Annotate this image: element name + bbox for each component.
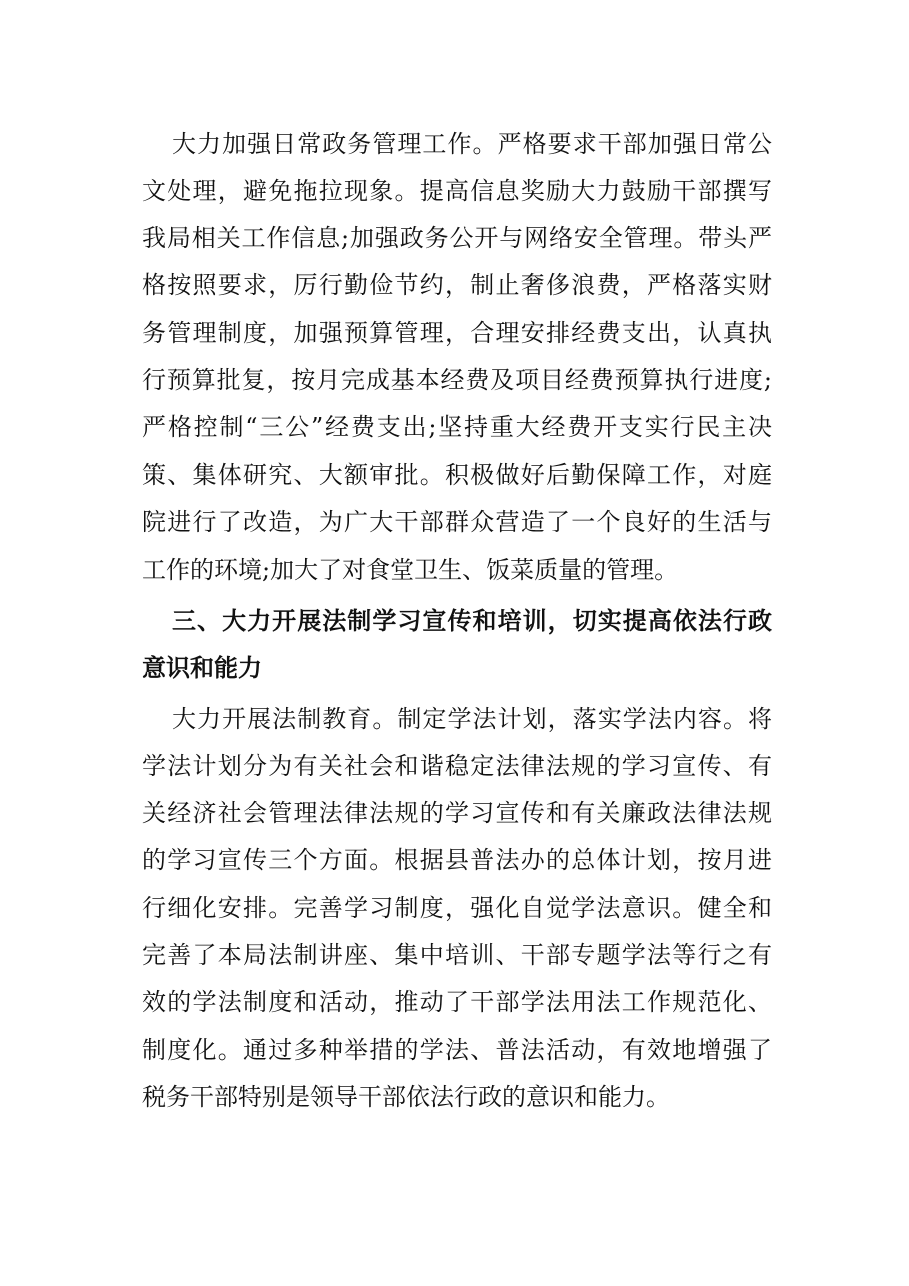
text-line: 行预算批复，按月完成基本经费及项目经费预算执行进度; xyxy=(142,366,772,394)
text-line: 工作的环境;加大了对食堂卫生、饭菜质量的管理。 xyxy=(142,556,679,584)
text-line: 税务干部特别是领导干部依法行政的意识和能力。 xyxy=(142,1083,670,1111)
text-line: 大力开展法制教育。制定学法计划，落实学法内容。将 xyxy=(172,705,772,733)
text-line: 的学习宣传三个方面。根据县普法办的总体计划，按月进 xyxy=(142,846,772,874)
text-line: 制度化。通过多种举措的学法、普法活动，有效地增强了 xyxy=(142,1036,772,1064)
text-line: 策、集体研究、大额审批。积极做好后勤保障工作，对庭 xyxy=(142,461,772,489)
text-line: 严格控制“三公”经费支出;坚持重大经费开支实行民主决 xyxy=(142,413,772,441)
text-line: 关经济社会管理法律法规的学习宣传和有关廉政法律法规 xyxy=(142,799,772,827)
text-line: 完善了本局法制讲座、集中培训、干部专题学法等行之有 xyxy=(142,941,772,969)
text-line: 学法计划分为有关社会和谐稳定法律法规的学习宣传、有 xyxy=(142,752,772,780)
text-line: 文处理，避免拖拉现象。提高信息奖励大力鼓励干部撰写 xyxy=(142,177,772,205)
heading-line: 意识和能力 xyxy=(142,653,262,682)
text-line: 务管理制度，加强预算管理，合理安排经费支出，认真执 xyxy=(142,319,772,347)
text-line: 我局相关工作信息;加强政务公开与网络安全管理。带头严 xyxy=(142,224,772,252)
text-line: 效的学法制度和活动，推动了干部学法用法工作规范化、 xyxy=(142,988,772,1016)
text-line: 大力加强日常政务管理工作。严格要求干部加强日常公 xyxy=(172,130,772,158)
text-line: 行细化安排。完善学习制度，强化自觉学法意识。健全和 xyxy=(142,894,772,922)
heading-line: 三、大力开展法制学习宣传和培训，切实提高依法行政 xyxy=(172,606,772,635)
text-line: 院进行了改造，为广大干部群众营造了一个良好的生活与 xyxy=(142,508,772,536)
text-line: 格按照要求，厉行勤俭节约，制止奢侈浪费，严格落实财 xyxy=(142,271,772,299)
